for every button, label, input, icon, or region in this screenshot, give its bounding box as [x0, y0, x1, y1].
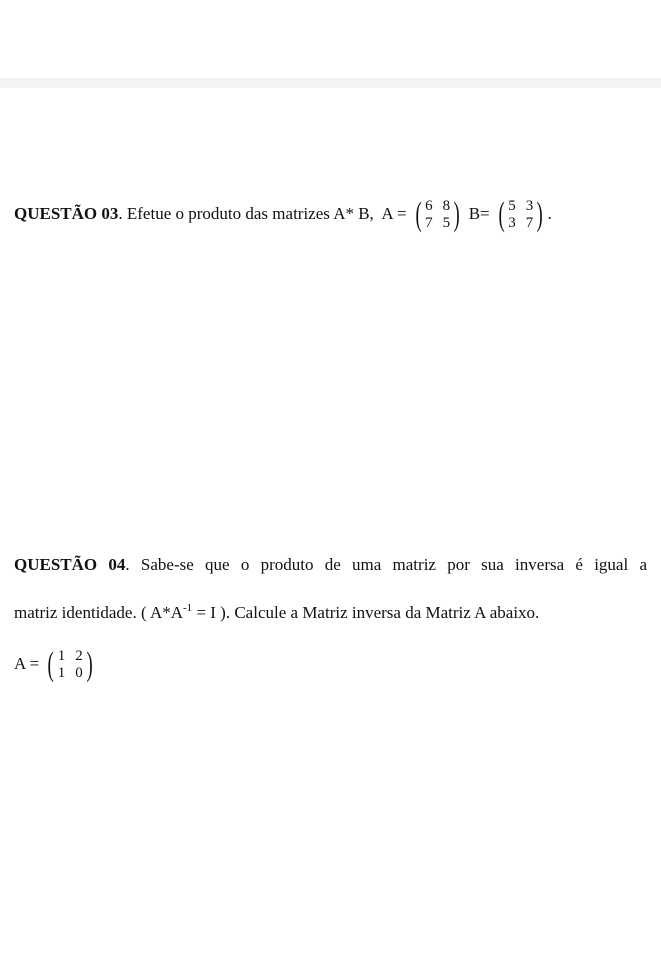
- matrix-a-cell: 1: [57, 648, 66, 664]
- matrix-a-label: A =: [14, 653, 40, 673]
- question-03: [14, 198, 552, 232]
- question-03-end: .: [547, 203, 552, 223]
- question-04-line2-post: = I ). Calcule a Matriz inversa da Matriz A abaixo.: [192, 603, 540, 622]
- question-04-matrix: [14, 648, 97, 682]
- matrix-a-cell: 5: [442, 215, 451, 231]
- matrix-a: ( 1 2 1 0 ): [47, 646, 93, 683]
- question-04-text: . Sabe-se que o produto de uma matriz por sua inversa é igual a: [125, 555, 647, 574]
- question-04-line2-pre: matriz identidade. ( A*A: [14, 603, 184, 622]
- matrix-b-cell: 3: [525, 198, 534, 214]
- question-04-label: QUESTÃO 04: [14, 555, 126, 574]
- question-04-line2: [14, 602, 539, 623]
- matrix-b-cell: 3: [508, 215, 516, 231]
- matrix-b-cell: 5: [508, 198, 516, 214]
- matrix-b: ( 5 3 3 7 ): [498, 196, 544, 233]
- matrix-a: ( 6 8 7 5 ): [415, 196, 460, 233]
- matrix-a-cell: 2: [75, 648, 83, 664]
- question-04-line1: [14, 555, 647, 575]
- matrix-b-cell: 7: [525, 215, 534, 231]
- top-band: [0, 78, 661, 88]
- inverse-exponent: -1: [183, 602, 193, 614]
- matrix-a-cell: 6: [425, 198, 433, 214]
- question-03-label: QUESTÃO 03: [14, 203, 119, 223]
- matrix-a-cell: 7: [425, 215, 433, 231]
- matrix-a-cell: 0: [75, 665, 83, 681]
- question-03-text: . Efetue o produto das matrizes A* B,: [118, 203, 374, 223]
- matrix-a-cell: 1: [57, 665, 66, 681]
- matrix-b-label: B=: [468, 203, 490, 223]
- matrix-a-label: A =: [381, 203, 407, 223]
- matrix-a-cell: 8: [442, 198, 451, 214]
